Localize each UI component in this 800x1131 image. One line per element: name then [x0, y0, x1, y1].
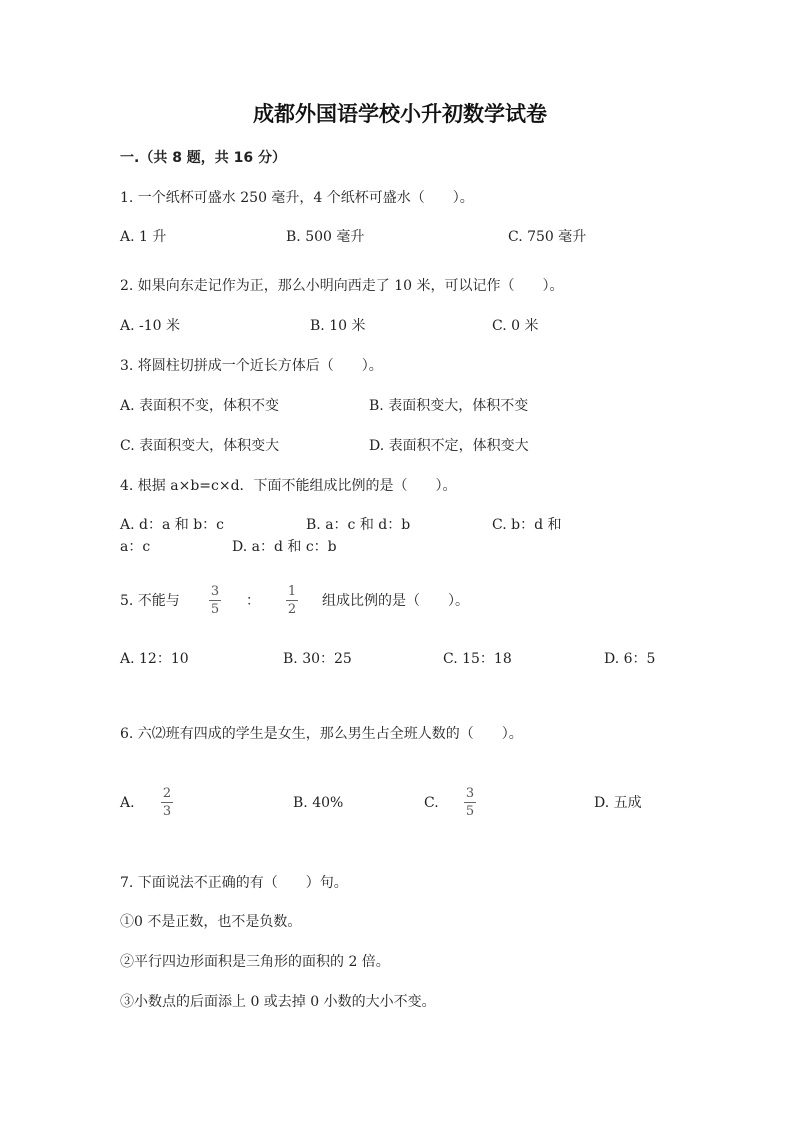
question-4-option-c-cont: a：c	[120, 539, 151, 555]
question-2-stem: 2. 如果向东走记作为正，那么小明向西走了 10 米，可以记作（ ）。	[120, 278, 564, 294]
fraction-numerator: 3	[210, 584, 220, 599]
question-3-option-a: A. 表面积不变，体积不变	[120, 398, 280, 414]
question-5-option-b: B. 30：25	[283, 651, 352, 667]
question-2-option-c: C. 0 米	[492, 318, 539, 334]
fraction-numerator: 1	[287, 584, 297, 599]
fraction-denominator: 3	[162, 804, 172, 819]
question-5-option-d: D. 6：5	[604, 651, 656, 667]
question-5-option-a: A. 12：10	[120, 651, 189, 667]
question-4-option-d: D. a：d 和 c：b	[232, 539, 337, 555]
question-1-option-a: A. 1 升	[120, 229, 167, 245]
fraction-three-fifths	[207, 584, 223, 617]
question-2-option-a: A. -10 米	[120, 318, 181, 334]
fraction-bar	[209, 600, 221, 601]
question-5-stem-end: 组成比例的是（ ）。	[322, 593, 469, 609]
question-1-stem: 1. 一个纸杯可盛水 250 毫升，4 个纸杯可盛水（ ）。	[120, 190, 474, 206]
question-6-option-b: B. 40%	[293, 795, 344, 811]
question-6-option-d: D. 五成	[594, 795, 642, 811]
question-1-option-c: C. 750 毫升	[508, 229, 587, 245]
fraction-bar	[286, 600, 298, 601]
question-4-option-a: A. d：a 和 b：c	[120, 517, 225, 533]
fraction-denominator: 2	[287, 602, 297, 617]
section-heading: 一.（共 8 题，共 16 分）	[120, 150, 287, 166]
question-7-statement-1: ①0 不是正数，也不是负数。	[120, 914, 302, 930]
question-7-statement-3: ③小数点的后面添上 0 或去掉 0 小数的大小不变。	[120, 994, 436, 1010]
fraction-numerator: 3	[465, 786, 475, 801]
question-3-option-c: C. 表面积变大，体积变大	[120, 438, 280, 454]
question-2-option-b: B. 10 米	[310, 318, 366, 334]
question-3-option-d: D. 表面积不定，体积变大	[369, 438, 529, 454]
fraction-denominator: 5	[465, 804, 475, 819]
ratio-colon: ：	[246, 593, 260, 609]
question-4-option-c: C. b：d 和	[492, 517, 562, 533]
question-4-option-b: B. a：c 和 d：b	[306, 517, 411, 533]
fraction-two-thirds	[159, 786, 175, 819]
question-6-option-c: C.	[424, 795, 439, 811]
fraction-numerator: 2	[162, 786, 172, 801]
question-5-option-c: C. 15：18	[443, 651, 512, 667]
question-5-stem-start: 5. 不能与	[120, 593, 180, 609]
question-3-option-b: B. 表面积变大，体积不变	[369, 398, 529, 414]
fraction-bar	[161, 802, 173, 803]
question-6-option-a: A.	[120, 795, 135, 811]
fraction-one-half	[284, 584, 300, 617]
fraction-denominator: 5	[210, 602, 220, 617]
question-6-stem: 6. 六⑵班有四成的学生是女生，那么男生占全班人数的（ ）。	[120, 726, 523, 742]
page-title: 成都外国语学校小升初数学试卷	[253, 102, 547, 126]
fraction-bar	[464, 802, 476, 803]
question-7-statement-2: ②平行四边形面积是三角形的面积的 2 倍。	[120, 954, 390, 970]
fraction-three-fifths-c	[462, 786, 478, 819]
question-3-stem: 3. 将圆柱切拼成一个近长方体后（ ）。	[120, 358, 383, 374]
question-4-stem: 4. 根据 a×b=c×d．下面不能组成比例的是（ ）。	[120, 478, 457, 494]
question-1-option-b: B. 500 毫升	[286, 229, 365, 245]
question-7-stem: 7. 下面说法不正确的有（ ）句。	[120, 875, 348, 891]
